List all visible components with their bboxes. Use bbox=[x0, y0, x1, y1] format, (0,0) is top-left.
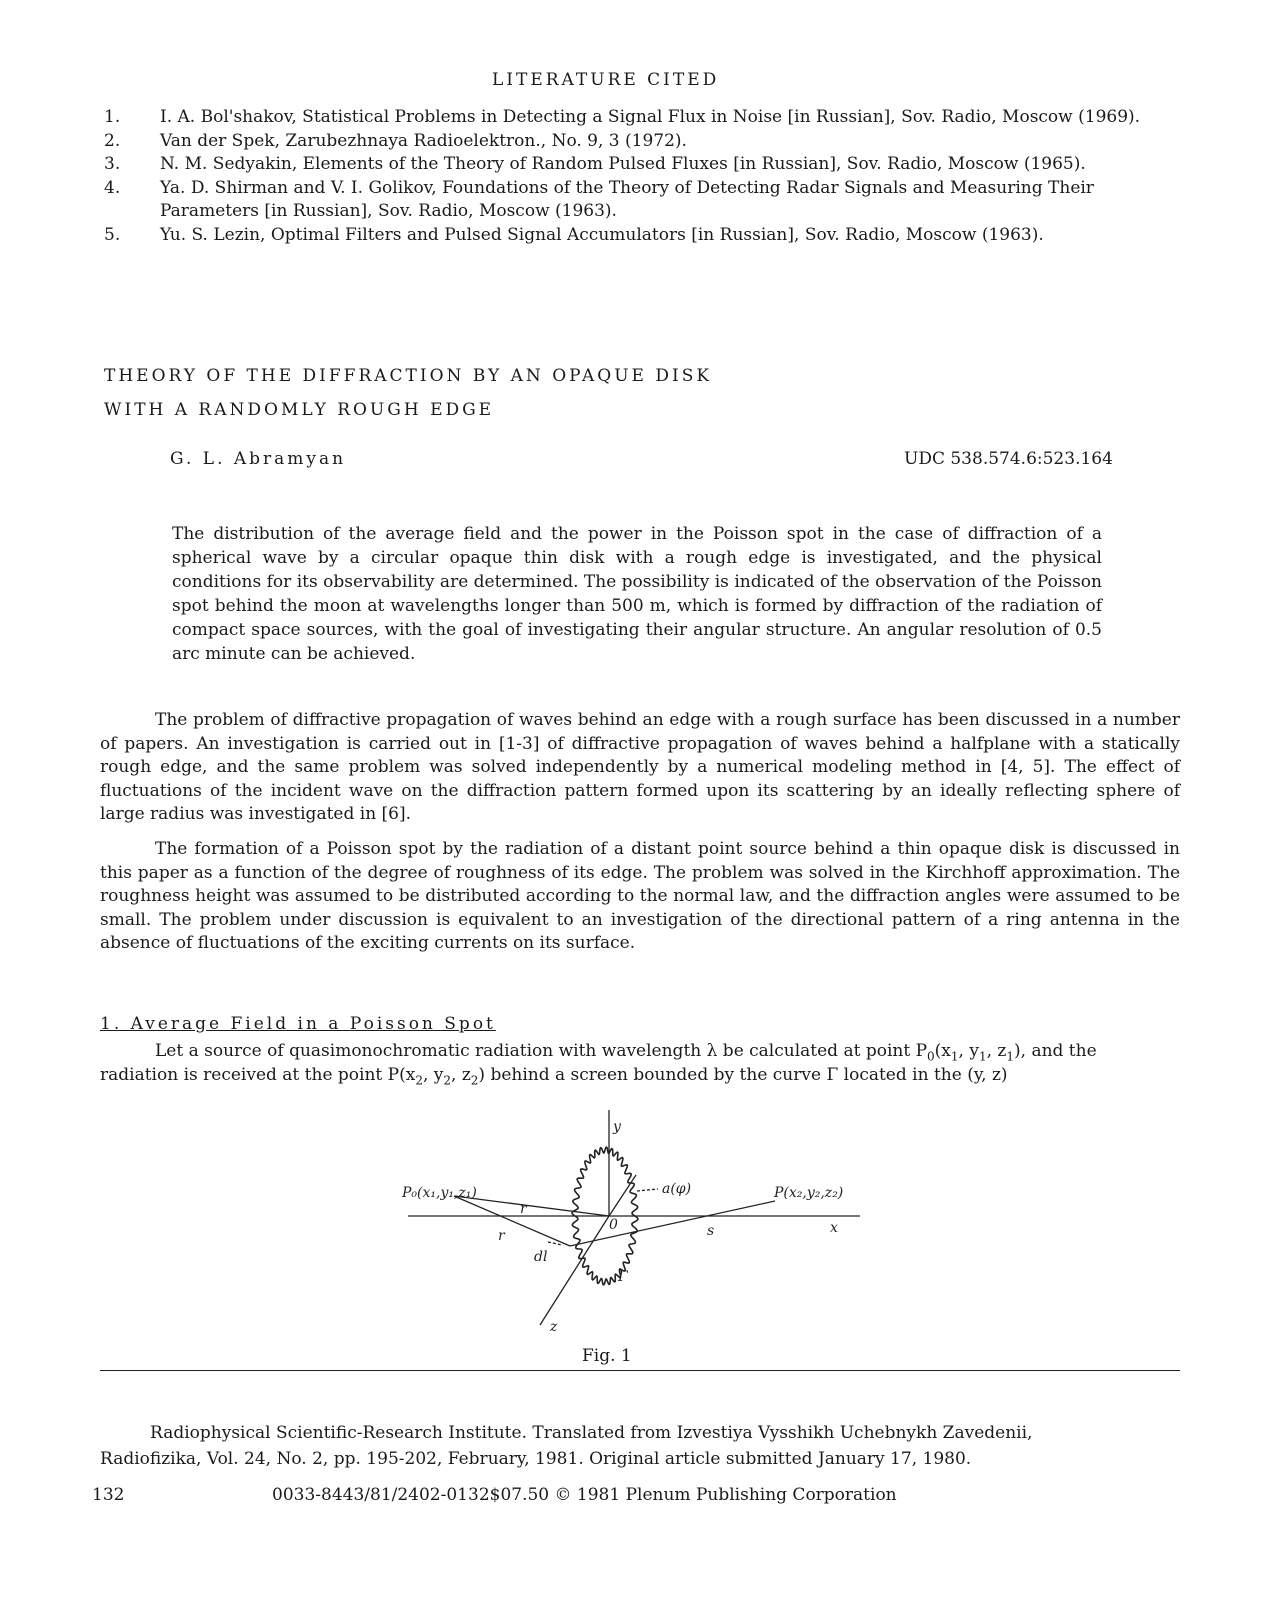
reference-text: N. M. Sedyakin, Elements of the Theory of Random Pulsed Fluxes [in Russian], Sov. Radio, Moscow (1965). bbox=[160, 154, 1086, 174]
article-title-line2: WITH A RANDOMLY ROUGH EDGE bbox=[104, 400, 495, 420]
label-y: y bbox=[613, 1119, 621, 1135]
label-p0: P₀(x₁,y₁,z₁) bbox=[402, 1185, 477, 1201]
reference-list bbox=[104, 106, 1184, 247]
reference-item bbox=[104, 130, 1184, 154]
footnote-line2: Radiofizika, Vol. 24, No. 2, pp. 195-202, February, 1981. Original article submitted January 17, 1980. bbox=[100, 1449, 972, 1469]
literature-heading: LITERATURE CITED bbox=[492, 70, 720, 90]
page-number: 132 bbox=[92, 1485, 125, 1505]
paragraph-intro: The problem of diffractive propagation of waves behind an edge with a rough surface has been discussed in a number of papers. An investigation is carried out in [1-3] of diffractive propagation of waves behind a halfplane with a statically rough edge, and the same problem was solved independently by a numerical modeling method in [4, 5]. The effect of fluctuations of the incident wave on the diffraction pattern formed upon its scattering by an ideally reflecting sphere of large radius was investigated in [6]. bbox=[100, 710, 1180, 824]
abstract: The distribution of the average field and the power in the Poisson spot in the case of diffraction of a spherical wave by a circular opaque thin disk with a rough edge is investigated, and the physical conditions for its observability are determined. The possibility is indicated of the observation of the Poisson spot behind the moon at wavelengths longer than 500 m, which is formed by diffraction of the radiation of compact space sources, with the goal of investigating their angular structure. An angular resolution of 0.5 arc minute can be achieved. bbox=[172, 524, 1102, 664]
leader-a-phi bbox=[637, 1189, 658, 1191]
section-heading: 1. Average Field in a Poisson Spot bbox=[100, 1014, 496, 1034]
label-dl: dl bbox=[534, 1249, 548, 1265]
ray-s-outgoing bbox=[570, 1201, 775, 1246]
reference-number: 3. bbox=[104, 154, 121, 174]
footnote-rule bbox=[100, 1370, 1180, 1371]
reference-number: 1. bbox=[104, 107, 121, 127]
udc-code: UDC 538.574.6:523.164 bbox=[904, 449, 1113, 469]
reference-text: Van der Spek, Zarubezhnaya Radioelektron., No. 9, 3 (1972). bbox=[160, 130, 687, 151]
footnote-line1: Radiophysical Scientific-Research Institute. Translated from Izvestiya Vysshikh Uchebnykh Zavedenii, bbox=[150, 1423, 1033, 1443]
label-z: z bbox=[550, 1319, 558, 1335]
label-p: P(x₂,y₂,z₂) bbox=[774, 1185, 844, 1201]
label-r-upper: r bbox=[520, 1201, 527, 1217]
section-paragraph-line2: radiation is received at the point $P(x_2$, $y_2$, $z_2$) behind a screen bounded by the curve Γ located in the (y, z) bbox=[100, 1065, 1008, 1088]
leader-dl bbox=[548, 1242, 562, 1245]
label-gamma: Γ bbox=[618, 1269, 628, 1285]
label-s: s bbox=[707, 1223, 715, 1239]
article-title-line1: THEORY OF THE DIFFRACTION BY AN OPAQUE DISK bbox=[104, 366, 713, 386]
figure-diffraction-diagram bbox=[400, 1105, 870, 1335]
label-r-lower: r bbox=[498, 1228, 505, 1244]
reference-item bbox=[104, 224, 1184, 248]
paragraph-formation: The formation of a Poisson spot by the radiation of a distant point source behind a thin opaque disk is discussed in this paper as a function of the degree of roughness of its edge. The problem was solved in the Kirchhoff approximation. The roughness height was assumed to be distributed according to the normal law, and the diffraction angles were assumed to be small. The problem under discussion is equivalent to an investigation of the directional pattern of a ring antenna in the absence of fluctuations of the exciting currents on its surface. bbox=[100, 839, 1180, 953]
reference-number: 5. bbox=[104, 224, 121, 245]
reference-item bbox=[104, 106, 1184, 130]
copyright-line: 0033-8443/81/2402-0132$07.50 © 1981 Plenum Publishing Corporation bbox=[272, 1485, 897, 1505]
radius-a-phi bbox=[609, 1175, 636, 1216]
reference-number: 2. bbox=[104, 130, 121, 151]
figure-caption: Fig. 1 bbox=[582, 1346, 632, 1366]
reference-item bbox=[104, 177, 1184, 224]
reference-text: I. A. Bol'shakov, Statistical Problems in Detecting a Signal Flux in Noise [in Russian], Sov. Radio, Moscow (1969). bbox=[160, 107, 1141, 127]
label-origin: 0 bbox=[609, 1217, 618, 1233]
footnote bbox=[100, 1420, 1180, 1472]
section-paragraph-line1: Let a source of quasimonochromatic radiation with wavelength λ be calculated at point $P_0(x_1$, $y_1$, $z_1$), and the bbox=[155, 1041, 1097, 1064]
reference-text: Ya. D. Shirman and V. I. Golikov, Foundations of the Theory of Detecting Radar Signals and Measuring Their Parameters [in Russian], Sov. Radio, Moscow (1963). bbox=[160, 177, 1094, 221]
label-a-phi: a(φ) bbox=[662, 1181, 692, 1197]
reference-item bbox=[104, 153, 1184, 177]
label-x: x bbox=[830, 1220, 838, 1236]
z-axis bbox=[540, 1216, 609, 1325]
reference-number: 4. bbox=[104, 177, 121, 198]
author: G. L. Abramyan bbox=[170, 449, 347, 469]
reference-text: Yu. S. Lezin, Optimal Filters and Pulsed Signal Accumulators [in Russian], Sov. Radio, Moscow (1963). bbox=[160, 224, 1044, 245]
